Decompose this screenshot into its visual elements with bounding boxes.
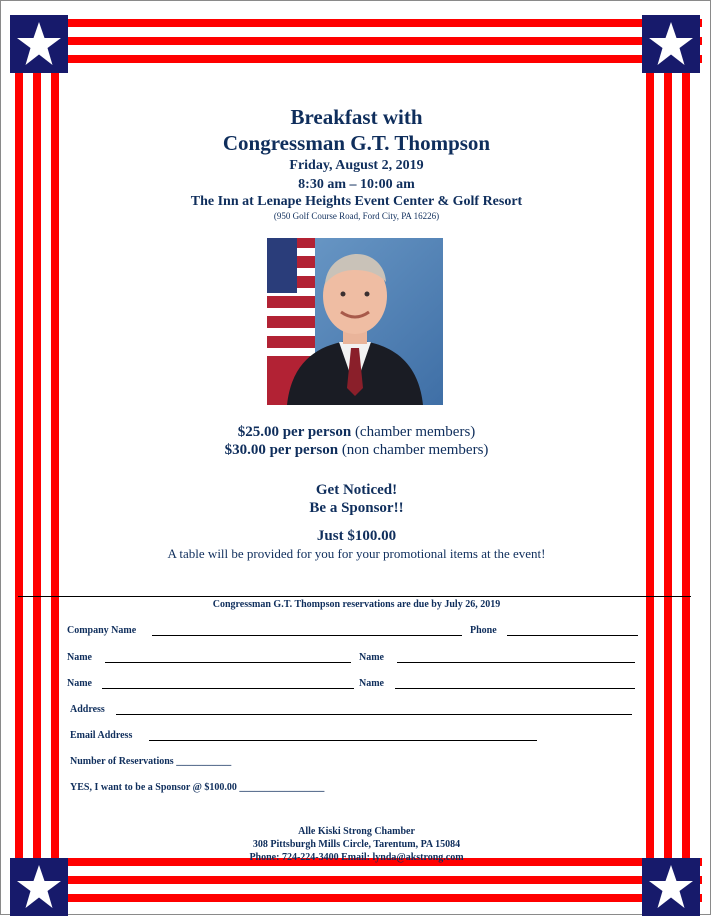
name-label-2: Name	[359, 652, 384, 663]
star-icon	[10, 15, 68, 73]
member-price: $25.00 per person	[237, 424, 352, 440]
star-icon	[642, 858, 700, 916]
address-field[interactable]	[116, 714, 632, 715]
form-divider	[18, 596, 691, 597]
sponsor-line1: Get Noticed!	[315, 482, 398, 498]
reservations-label[interactable]: Number of Reservations ___________	[70, 756, 232, 767]
footer-org: Alle Kiski Strong Chamber	[298, 826, 415, 837]
nonmember-price: $30.00 per person	[224, 442, 339, 458]
event-address: (950 Golf Course Road, Ford City, PA 16226)	[273, 211, 440, 221]
name-label-3: Name	[67, 678, 92, 689]
star-icon	[642, 15, 700, 73]
email-label: Email Address	[70, 730, 133, 741]
event-date: Friday, August 2, 2019	[289, 158, 424, 173]
name-label-1: Name	[67, 652, 92, 663]
company-field[interactable]	[152, 635, 462, 636]
company-label: Company Name	[67, 625, 137, 636]
sponsor-note: A table will be provided for you for your promotional items at the event!	[167, 546, 546, 561]
member-pricing	[1, 424, 711, 441]
name-label-4: Name	[359, 678, 384, 689]
sponsor-signup[interactable]: YES, I want to be a Sponsor @ $100.00 _________________	[70, 782, 325, 793]
event-venue: The Inn at Lenape Heights Event Center & Golf Resort	[190, 194, 523, 209]
top-stripes	[11, 15, 700, 67]
footer-contact: Phone: 724-224-3400 Email: lynda@akstrong.com	[249, 852, 464, 863]
phone-label: Phone	[470, 625, 497, 636]
star-icon	[10, 858, 68, 916]
nonmember-note: (non chamber members)	[338, 442, 489, 458]
name-field-2[interactable]	[397, 662, 635, 663]
portrait-photo	[267, 238, 443, 405]
member-note: (chamber members)	[351, 424, 476, 440]
address-label: Address	[70, 704, 105, 715]
phone-field[interactable]	[507, 635, 638, 636]
due-notice: Congressman G.T. Thompson reservations are due by July 26, 2019	[212, 599, 501, 610]
sponsor-price: Just $100.00	[316, 528, 397, 544]
sponsor-line2: Be a Sponsor!!	[309, 500, 404, 516]
name-field-4[interactable]	[395, 688, 635, 689]
email-field[interactable]	[149, 740, 537, 741]
nonmember-pricing	[1, 442, 711, 459]
event-title-line2: Congressman G.T. Thompson	[222, 131, 491, 155]
name-field-1[interactable]	[105, 662, 351, 663]
name-field-3[interactable]	[102, 688, 354, 689]
event-time: 8:30 am – 10:00 am	[298, 177, 415, 192]
footer-street: 308 Pittsburgh Mills Circle, Tarentum, PA 15084	[252, 839, 461, 850]
event-title-line1: Breakfast with	[290, 105, 423, 129]
